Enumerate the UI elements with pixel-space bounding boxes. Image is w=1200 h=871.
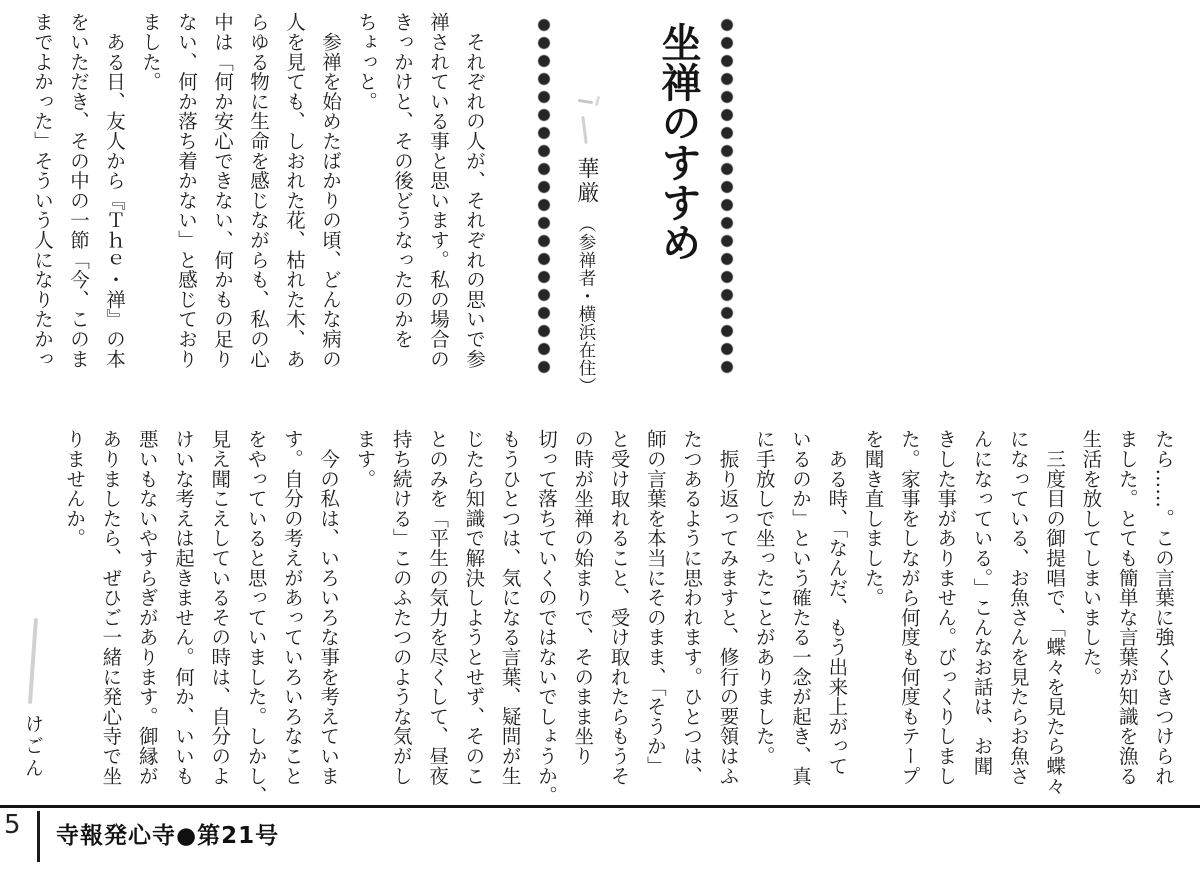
footer-divider xyxy=(37,811,40,862)
text-column: す。自分の考えがあっていろいろなこと xyxy=(280,429,304,786)
byline xyxy=(570,157,602,395)
text-column: りませんか。 xyxy=(63,429,87,548)
text-column: んになっている。」こんなお話は、お聞 xyxy=(970,429,994,776)
text-column: 振り返ってみますと、修行の要領はふ xyxy=(716,429,740,786)
text-column: 悪いもないやすらぎがあります。御縁が xyxy=(135,429,159,786)
article-title: 坐禅のすすめ xyxy=(655,22,702,262)
scan-artifact xyxy=(581,116,587,144)
text-column: じたら知識で解決しようとせず、そのこ xyxy=(462,429,486,786)
scan-artifact xyxy=(595,96,600,106)
dotted-rule-left xyxy=(536,16,552,374)
text-column: 人を見ても、しおれた花、枯れた木、あ xyxy=(283,12,306,369)
text-column: たら……。この言葉に強くひきつけられ xyxy=(1152,429,1175,786)
text-column: 三度目の御提唱で、「蝶々を見たら蝶々 xyxy=(1043,429,1067,796)
text-column: 師の言葉を本当にそのまま、「そうか」 xyxy=(643,429,667,776)
text-column: らゆる物に生命を感じながらも、私の心 xyxy=(247,12,270,369)
text-column: までよかった」そういう人になりたかっ xyxy=(31,12,54,369)
author-affiliation: （参禅者・横浜在住） xyxy=(576,215,596,395)
footer-rule xyxy=(0,805,1200,808)
text-column: それぞれの人が、それぞれの思いで参 xyxy=(463,12,486,369)
text-column: をいただき、その中の一節「今、このま xyxy=(67,12,90,369)
text-column: 持ち続ける」このふたつのような気がし xyxy=(389,429,413,786)
text-column: たつあるように思われます。ひとつは、 xyxy=(680,429,704,786)
text-column: 禅されている事と思います。私の場合の xyxy=(427,12,450,369)
text-column: ない、何か落ち着かない」と感じており xyxy=(175,12,198,369)
text-column: の時が坐禅の始まりで、そのまま坐り xyxy=(571,429,595,766)
text-column: 中は「何か安心できない、何かもの足り xyxy=(211,12,234,369)
text-column: をやっていると思っていました。しかし、 xyxy=(244,429,268,806)
text-column: と受け取れること、受け取れたらもうそ xyxy=(607,429,631,786)
article-body-top xyxy=(24,12,492,386)
text-column: になっている、お魚さんを見たらお魚さ xyxy=(1006,429,1030,786)
text-column: た。家事をしながら何度も何度もテープ xyxy=(897,429,921,786)
text-column: けいな考えは起きません。何か、いいも xyxy=(171,429,195,786)
text-column: ある日、友人から『Ｔｈｅ・禅』の本 xyxy=(103,12,126,369)
scan-artifact xyxy=(578,99,593,104)
text-column: ある時、「なんだ、もう出来上がって xyxy=(825,429,849,776)
text-column: ました。 xyxy=(139,12,162,92)
text-column: きした事がありません。びっくりしまし xyxy=(934,429,958,786)
text-column: を聞き直しました。 xyxy=(861,429,885,608)
author-signature: けごん xyxy=(22,714,44,780)
dotted-rule-right xyxy=(719,16,735,374)
text-column: ます。 xyxy=(353,429,377,489)
text-column: 生活を放してしまいました。 xyxy=(1079,429,1103,687)
text-column: に手放しで坐ったことがありました。 xyxy=(752,429,776,766)
text-column: ありましたら、ぜひご一緒に発心寺で坐 xyxy=(99,429,123,786)
publication-title: 寺報発心寺●第21号 xyxy=(56,823,280,849)
text-column: もうひとつは、気になる言葉、疑問が生 xyxy=(498,429,522,786)
text-column: きっかけと、その後どうなったのかを xyxy=(391,12,414,349)
text-column: 見え聞こえしているその時は、自分のよ xyxy=(208,429,232,786)
article-body-bottom xyxy=(56,429,1181,806)
text-column: 今の私は、いろいろな事を考えていま xyxy=(317,429,341,786)
text-column: とのみを「平生の気力を尽くして、昼夜 xyxy=(426,429,450,786)
page-number: 5 xyxy=(4,810,21,840)
text-column: 参禅を始めたばかりの頃、どんな病の xyxy=(319,12,342,369)
text-column: 切って落ちていくのではないでしょうか。 xyxy=(534,429,558,806)
scan-artifact xyxy=(28,618,37,704)
text-column: ちょっと。 xyxy=(355,12,378,111)
text-column: ました。とても簡単な言葉が知識を漁る xyxy=(1115,429,1139,786)
author-name: 華厳 xyxy=(574,157,599,205)
text-column: いるのか」という確たる一念が起き、真 xyxy=(789,429,813,786)
